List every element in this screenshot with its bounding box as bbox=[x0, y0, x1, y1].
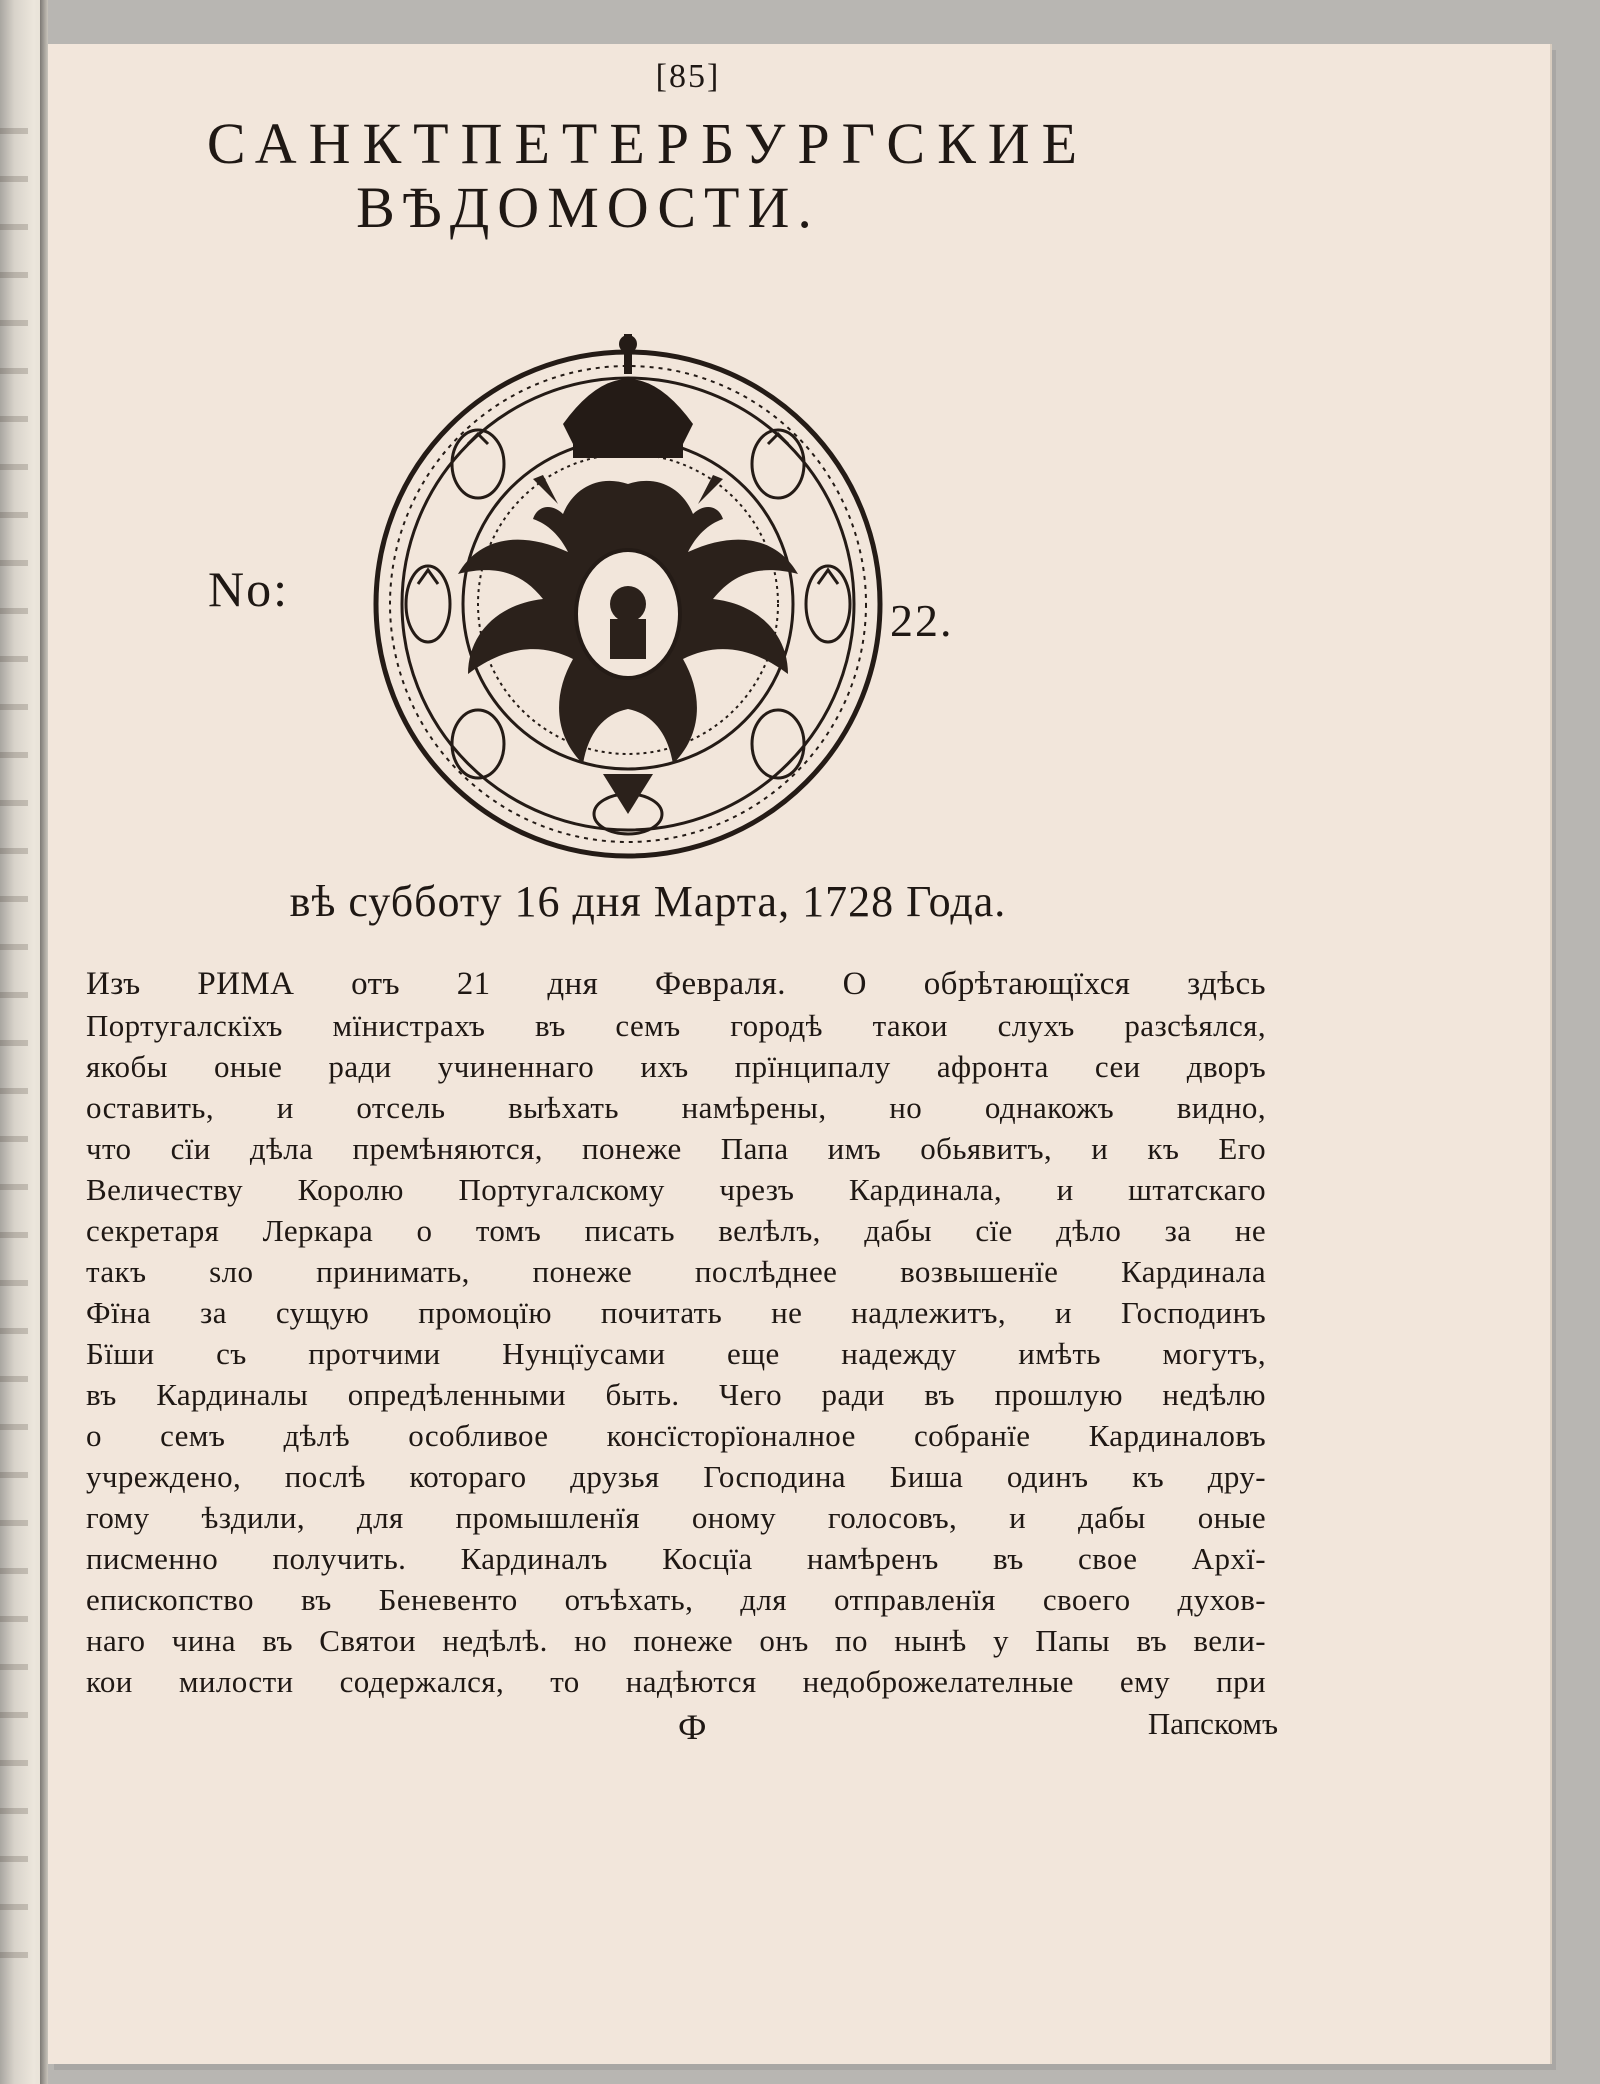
article-line: что сїи дѣла премѣняются, понеже Папа имъ обьявитъ, и къ Его bbox=[86, 1131, 1266, 1166]
article-line: учреждено, послѣ котораго друзья Господина Биша одинъ къ дру- bbox=[86, 1459, 1266, 1494]
masthead-title-line-1: САНКТПЕТЕРБУРГСКИЕ bbox=[206, 111, 1090, 176]
article-line: Фїна за сущую промоцїю почитать не надлежитъ, и Господинъ bbox=[86, 1295, 1266, 1330]
masthead-title-line-2: ВѢДОМОСТИ. bbox=[356, 175, 820, 240]
article-line: оставить, и отсель выѣхать намѣрены, но однакожъ видно, bbox=[86, 1090, 1266, 1125]
adjacent-page-edge bbox=[0, 100, 28, 2000]
article-line: писменно получить. Кардиналъ Косцїа намѣренъ въ свое Архї- bbox=[86, 1541, 1266, 1576]
article-line: кои милости содержался, то надѣются недоброжелателные ему при bbox=[86, 1664, 1266, 1699]
article-line: въ Кардиналы опредѣленными быть. Чего ради въ прошлую недѣлю bbox=[86, 1377, 1266, 1412]
article-line: такъ ѕло принимать, понеже послѣднее возвышенїе Кардинала bbox=[86, 1254, 1266, 1289]
article-body bbox=[86, 964, 1266, 1702]
article-line: наго чина въ Святои недѣлѣ. но понеже онъ по нынѣ у Папы въ вели- bbox=[86, 1623, 1266, 1658]
issue-date-line: вѣ субботу 16 дня Марта, 1728 Года. bbox=[289, 877, 1007, 926]
signature-mark: Ф bbox=[678, 1707, 707, 1747]
binding-edge bbox=[40, 0, 48, 2084]
double-headed-eagle-crest-icon bbox=[348, 314, 908, 874]
article-line: якобы оные ради учиненнаго ихъ прїнципалу афронта сеи дворъ bbox=[86, 1049, 1266, 1084]
page-footer bbox=[108, 1706, 1278, 1750]
page-number: [85] bbox=[655, 58, 721, 95]
article-line: Португалскїхъ мїнистрахъ въ семъ городѣ такои слухъ разсѣялся, bbox=[86, 1008, 1266, 1043]
issue-number: 22. bbox=[890, 595, 954, 646]
article-line: гому ѣздили, для промышленїя оному голосовъ, и дабы оные bbox=[86, 1500, 1266, 1535]
catchword: Папскомъ bbox=[1147, 1706, 1278, 1741]
issue-label: No: bbox=[208, 561, 289, 617]
article-line: Величеству Королю Португалскому чрезъ Кардинала, и штатскаго bbox=[86, 1172, 1266, 1207]
article-line: о семъ дѣлѣ особливое консїсторїоналное собранїе Кардиналовъ bbox=[86, 1418, 1266, 1453]
article-line: Изъ РИМА отъ 21 дня Февраля. О обрѣтающїхся здѣсь bbox=[86, 966, 1266, 1002]
article-line: секретаря Леркара о томъ писать велѣлъ, дабы сїе дѣло за не bbox=[86, 1213, 1266, 1248]
article-line: Бїши съ протчими Нунцїусами еще надежду имѣть могутъ, bbox=[86, 1336, 1266, 1371]
newspaper-page bbox=[48, 44, 1550, 2064]
article-line: епископство въ Беневенто отъѣхать, для отправленїя своего духов- bbox=[86, 1582, 1266, 1617]
